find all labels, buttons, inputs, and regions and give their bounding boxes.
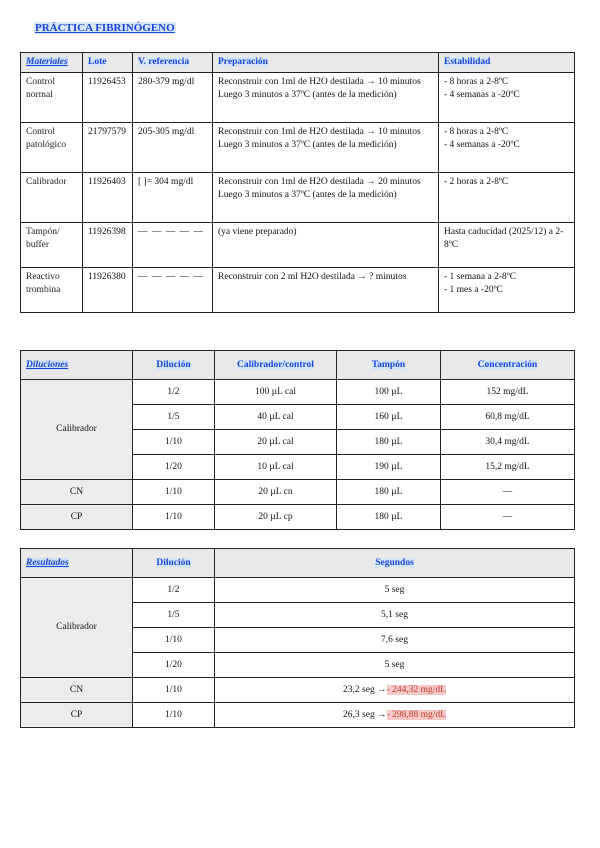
cell-cal: 100 µL cal [215, 380, 337, 405]
row-ref: 205-305 mg/dl [133, 123, 213, 173]
row-prep: Reconstruir con 1ml de H2O destilada → 20 minutos Luego 3 minutos a 37ºC (antes de la medición) [213, 173, 439, 223]
cell-cal: 20 µL cn [215, 480, 337, 505]
row-ref: 280-379 mg/dl [133, 73, 213, 123]
header-diluciones: Diluciones [21, 351, 133, 380]
cell-cal: 20 µL cp [215, 505, 337, 530]
table-row [21, 678, 575, 703]
cell-tampon: 180 µL [337, 505, 441, 530]
group-cp: CP [21, 703, 133, 728]
result-highlight: - 298,88 mg/dL [386, 709, 446, 720]
cell-dil: 1/10 [133, 505, 215, 530]
header-segundos: Segundos [215, 549, 575, 578]
cell-cal: 40 µL cal [215, 405, 337, 430]
row-estab: - 1 semana a 2-8ºC - 1 mes a -20ºC [439, 268, 575, 313]
cell-dil: 1/10 [133, 430, 215, 455]
row-estab: - 8 horas a 2-8ºC - 4 semanas a -20ºC [439, 73, 575, 123]
group-calibrador: Calibrador [21, 578, 133, 678]
result-highlight: - 244,32 mg/dL [386, 684, 446, 695]
row-ref: [ ]= 304 mg/dl [133, 173, 213, 223]
cell-tampon: 180 µL [337, 430, 441, 455]
table-row [21, 480, 575, 505]
table-row [21, 578, 575, 603]
header-preparacion: Preparación [213, 53, 439, 73]
cell-cal: 10 µL cal [215, 455, 337, 480]
row-name: Tampón/ buffer [21, 223, 83, 268]
cell-seg: 7,6 seg [215, 628, 575, 653]
row-prep: (ya viene preparado) [213, 223, 439, 268]
cell-seg: 5 seg [215, 578, 575, 603]
row-name: Reactivo trombina [21, 268, 83, 313]
cell-dil: 1/10 [133, 628, 215, 653]
header-tampon: Tampón [337, 351, 441, 380]
cell-dil: 1/20 [133, 455, 215, 480]
seg-value: 23,2 seg → [343, 684, 387, 695]
materiales-table [20, 52, 575, 313]
table-row [21, 505, 575, 530]
header-concentracion: Concentración [441, 351, 575, 380]
table-row [21, 123, 575, 173]
table-header-row [21, 351, 575, 380]
cell-seg: 5 seg [215, 653, 575, 678]
row-ref: — — — — — [133, 268, 213, 313]
row-lote: 11926403 [83, 173, 133, 223]
cell-conc: 30,4 mg/dL [441, 430, 575, 455]
cell-dil: 1/5 [133, 405, 215, 430]
table-header-row [21, 53, 575, 73]
cell-conc: — [441, 505, 575, 530]
cell-dil: 1/10 [133, 678, 215, 703]
header-resultados: Resultados [21, 549, 133, 578]
header-dilucion: Dilución [133, 549, 215, 578]
row-prep: Reconstruir con 1ml de H2O destilada → 10 minutos Luego 3 minutos a 37ºC (antes de la medición) [213, 73, 439, 123]
cell-dil: 1/2 [133, 578, 215, 603]
header-estabilidad: Estabilidad [439, 53, 575, 73]
table-row [21, 173, 575, 223]
row-ref: — — — — — [133, 223, 213, 268]
row-estab: Hasta caducidad (2025/12) a 2-8ºC [439, 223, 575, 268]
row-estab: - 8 horas a 2-8ºC - 4 semanas a -20ºC [439, 123, 575, 173]
cell-dil: 1/2 [133, 380, 215, 405]
cell-tampon: 100 µL [337, 380, 441, 405]
header-v-referencia: V. referencia [133, 53, 213, 73]
row-name: Calibrador [21, 173, 83, 223]
row-lote: 11926453 [83, 73, 133, 123]
table-row [21, 703, 575, 728]
cell-seg [215, 678, 575, 703]
table-row [21, 380, 575, 405]
row-lote: 21797579 [83, 123, 133, 173]
row-prep: Reconstruir con 2 ml H2O destilada → ? minutos [213, 268, 439, 313]
cell-tampon: 160 µL [337, 405, 441, 430]
header-calibrador-control: Calibrador/control [215, 351, 337, 380]
row-name: Control patológico [21, 123, 83, 173]
resultados-table [20, 548, 575, 728]
cell-seg: 5,1 seg [215, 603, 575, 628]
group-cp: CP [21, 505, 133, 530]
row-estab: - 2 horas a 2-8ºC [439, 173, 575, 223]
group-cn: CN [21, 480, 133, 505]
group-calibrador: Calibrador [21, 380, 133, 480]
row-prep: Reconstruir con 1ml de H2O destilada → 10 minutos Luego 3 minutos a 37ºC (antes de la medición) [213, 123, 439, 173]
cell-dil: 1/10 [133, 703, 215, 728]
row-name: Control normal [21, 73, 83, 123]
cell-cal: 20 µL cal [215, 430, 337, 455]
cell-dil: 1/20 [133, 653, 215, 678]
header-dilucion: Dilución [133, 351, 215, 380]
table-row [21, 268, 575, 313]
cell-conc: 60,8 mg/dL [441, 405, 575, 430]
cell-seg [215, 703, 575, 728]
cell-tampon: 180 µL [337, 480, 441, 505]
seg-value: 26,3 seg → [343, 709, 387, 720]
row-lote: 11926398 [83, 223, 133, 268]
cell-conc: — [441, 480, 575, 505]
table-header-row [21, 549, 575, 578]
group-cn: CN [21, 678, 133, 703]
cell-dil: 1/5 [133, 603, 215, 628]
cell-tampon: 190 µL [337, 455, 441, 480]
table-row [21, 73, 575, 123]
header-lote: Lote [83, 53, 133, 73]
cell-conc: 152 mg/dL [441, 380, 575, 405]
cell-conc: 15,2 mg/dL [441, 455, 575, 480]
page-title: PRÁCTICA FIBRINÓGENO [35, 22, 175, 34]
row-lote: 11926380 [83, 268, 133, 313]
header-materiales: Materiales [21, 53, 83, 73]
cell-dil: 1/10 [133, 480, 215, 505]
diluciones-table [20, 350, 575, 530]
table-row [21, 223, 575, 268]
